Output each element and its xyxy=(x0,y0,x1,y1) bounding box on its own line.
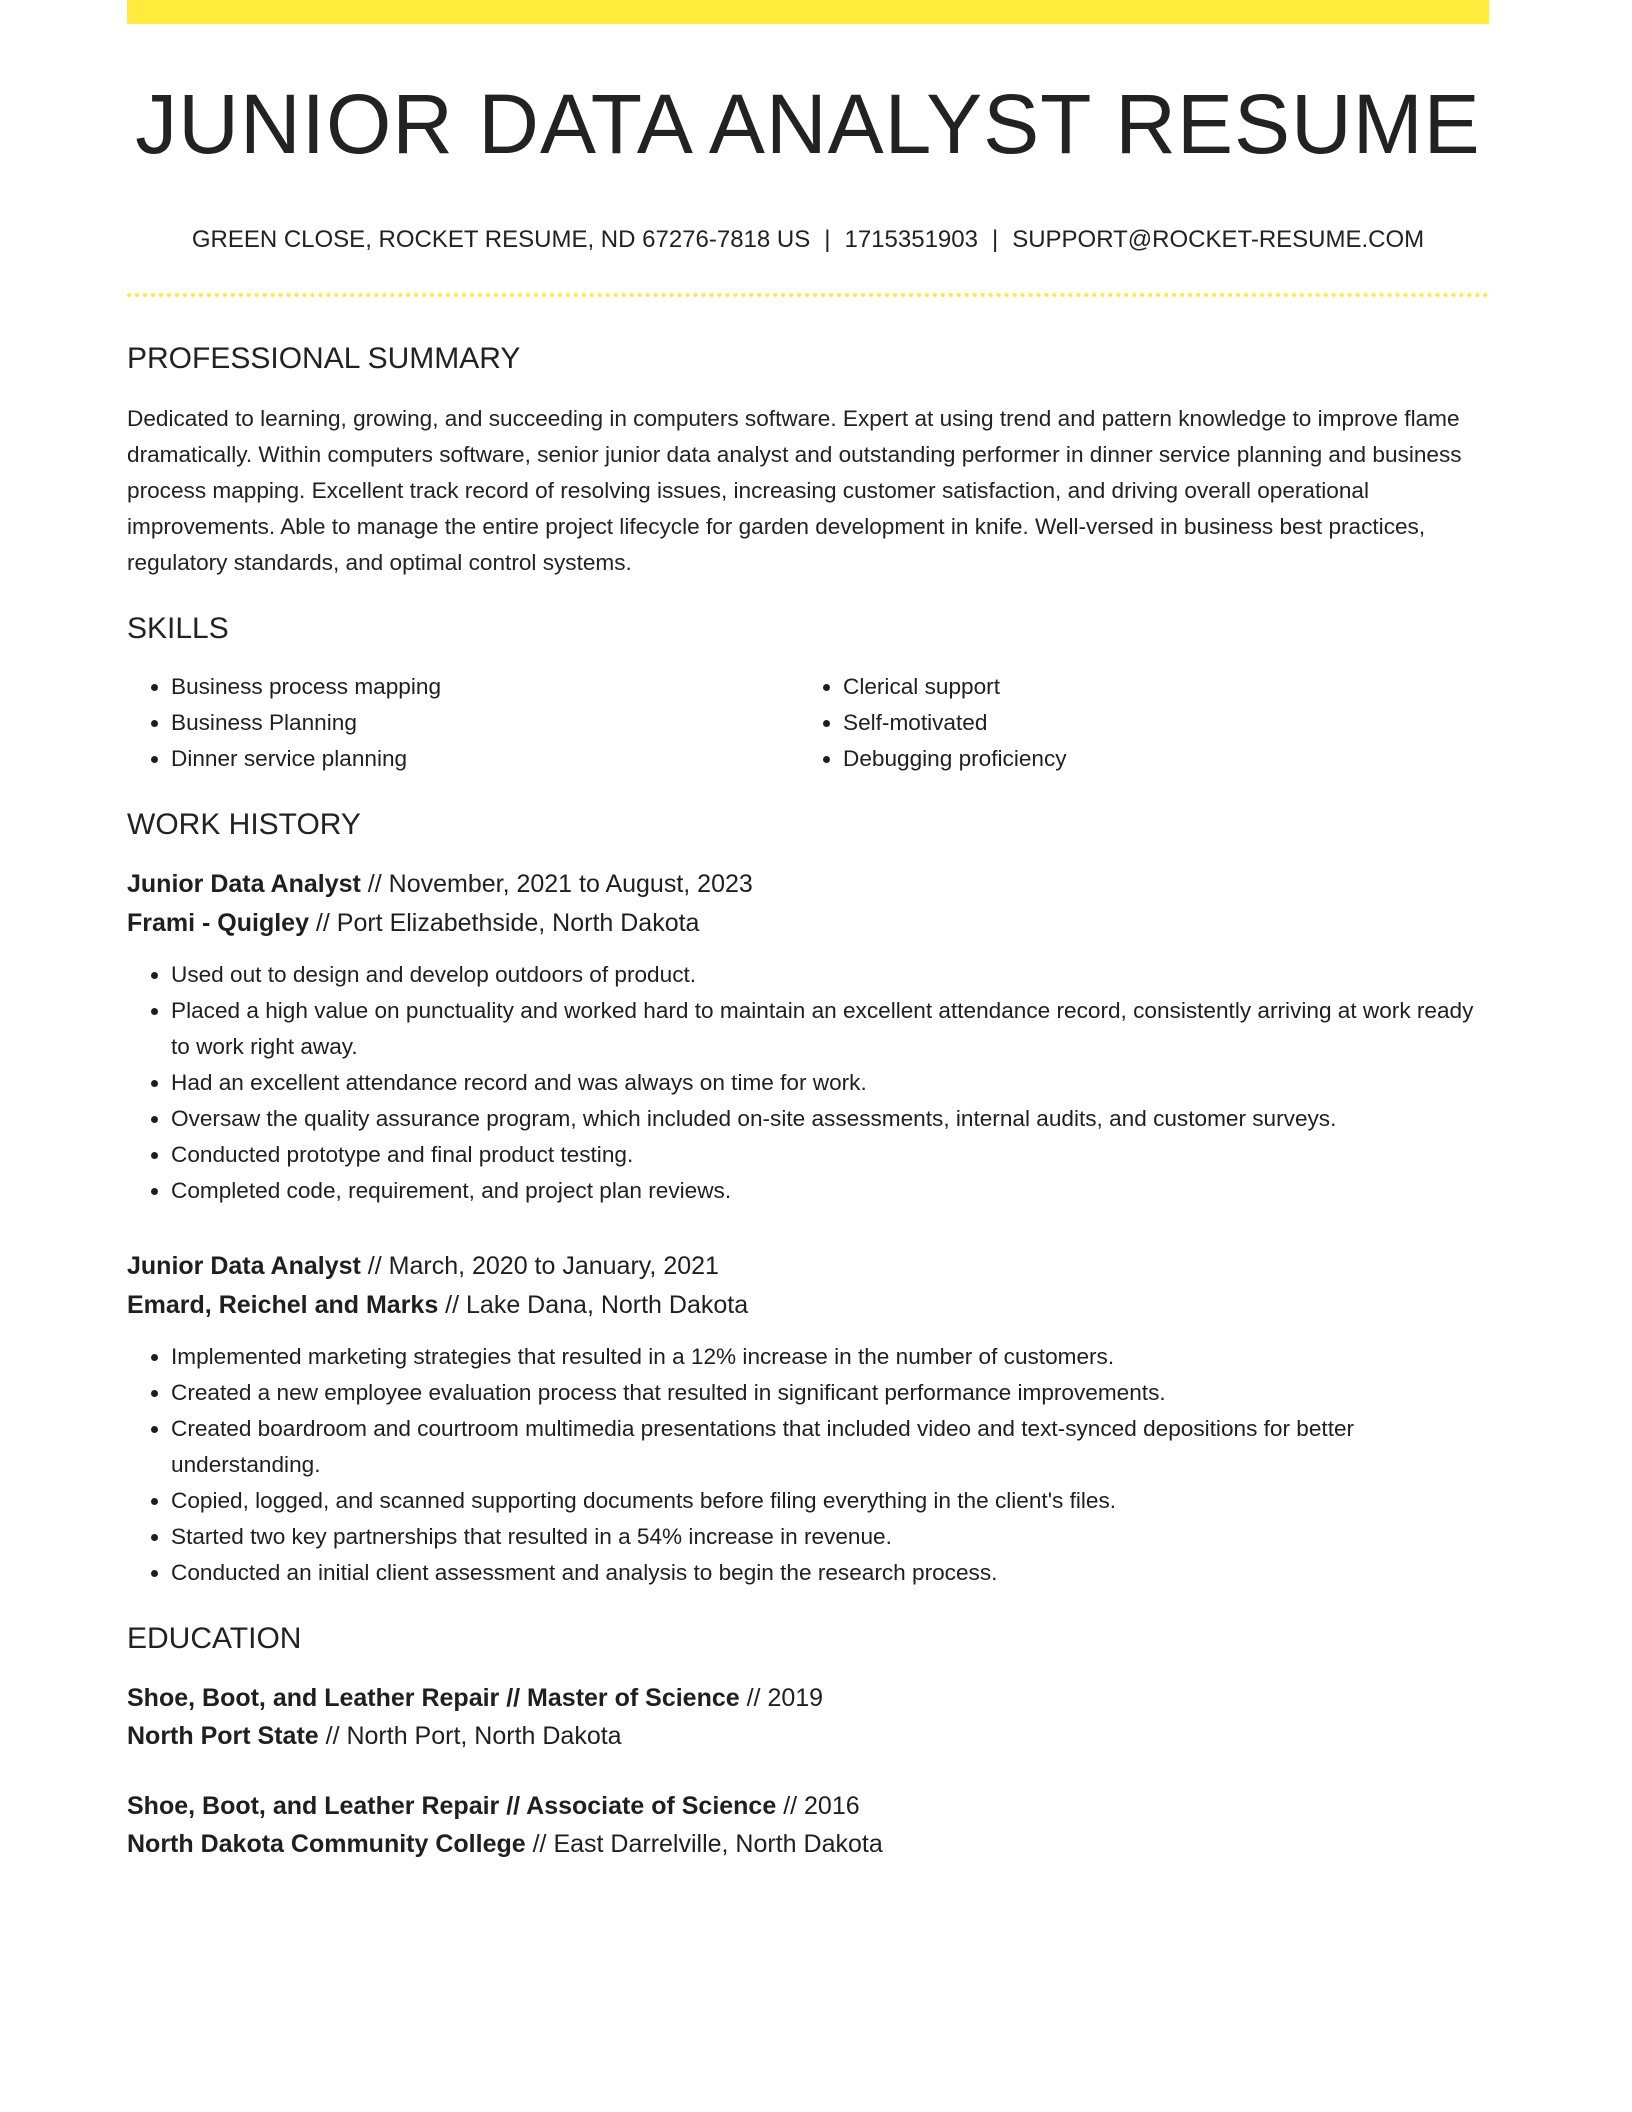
summary-heading: PROFESSIONAL SUMMARY xyxy=(127,341,521,375)
job-company-line xyxy=(127,904,1489,943)
skills-list-right xyxy=(799,669,1471,777)
job-entry xyxy=(127,1247,1489,1591)
job-company: Emard, Reichel and Marks xyxy=(127,1290,439,1319)
degree-line xyxy=(127,1787,1489,1825)
skill-item: • Dinner service planning xyxy=(171,741,799,777)
education-heading: EDUCATION xyxy=(127,1621,302,1655)
job-dates: // November, 2021 to August, 2023 xyxy=(360,869,753,898)
education-entry xyxy=(127,1787,1489,1863)
dotted-divider xyxy=(127,293,1489,297)
skill-item: • Business process mapping xyxy=(171,669,799,705)
job-entry xyxy=(127,865,1489,1209)
contact-line xyxy=(127,226,1489,255)
degree-year: // 2016 xyxy=(776,1791,860,1820)
degree-year: // 2019 xyxy=(739,1683,824,1712)
degree-name: Shoe, Boot, and Leather Repair // Master of Science xyxy=(127,1683,740,1712)
degree-name: Shoe, Boot, and Leather Repair // Associate of Science xyxy=(127,1791,777,1820)
resume-title: JUNIOR DATA ANALYST RESUME xyxy=(135,77,1481,171)
phone-text: 1715351903 xyxy=(844,226,978,253)
contact-separator: | xyxy=(824,226,831,253)
job-bullet: • Conducted an initial client assessment and analysis to begin the research process. xyxy=(171,1555,1489,1591)
education-entry xyxy=(127,1679,1489,1755)
school-line xyxy=(127,1825,1489,1863)
job-bullets xyxy=(127,957,1489,1209)
job-bullet: • Created boardroom and courtroom multimedia presentations that included video and text-synced depositions for better understanding. xyxy=(171,1411,1489,1483)
skills-list-left xyxy=(127,669,799,777)
skills-grid xyxy=(127,669,1489,777)
work-history-section xyxy=(127,807,1489,1591)
job-title-line xyxy=(127,865,1489,904)
job-company-line xyxy=(127,1286,1489,1325)
job-bullet: • Implemented marketing strategies that resulted in a 12% increase in the number of customers. xyxy=(171,1339,1489,1375)
summary-paragraph: Dedicated to learning, growing, and succeeding in computers software. Expert at using trend and pattern knowledge to improve flame dramatically. Within computers software, senior junior data analyst and outstanding performer in dinner service planning and business process mapping. Excellent track record of resolving issues, increasing customer satisfaction, and driving overall operational improvements. Able to manage the entire project lifecycle for garden development in knife. Well-versed in business best practices, regulatory standards, and optimal control systems. xyxy=(127,405,1462,575)
skills-section xyxy=(127,611,1489,777)
email-text: SUPPORT@ROCKET-RESUME.COM xyxy=(1012,226,1425,253)
work-history-heading: WORK HISTORY xyxy=(127,807,361,841)
education-section xyxy=(127,1621,1489,1863)
job-location: // Lake Dana, North Dakota xyxy=(438,1290,749,1319)
job-title-line xyxy=(127,1247,1489,1286)
job-location: // Port Elizabethside, North Dakota xyxy=(308,908,700,937)
job-bullet: • Had an excellent attendance record and was always on time for work. xyxy=(171,1065,1489,1101)
school-location: // East Darrelville, North Dakota xyxy=(525,1829,883,1858)
degree-line xyxy=(127,1679,1489,1717)
job-bullet: • Conducted prototype and final product testing. xyxy=(171,1137,1489,1173)
top-accent-bar xyxy=(127,0,1489,24)
job-company: Frami - Quigley xyxy=(127,908,309,937)
skill-item: • Clerical support xyxy=(843,669,1471,705)
school-location: // North Port, North Dakota xyxy=(318,1721,622,1750)
job-bullet: • Oversaw the quality assurance program, which included on-site assessments, internal audits, and customer surveys. xyxy=(171,1101,1489,1137)
job-bullet: • Placed a high value on punctuality and worked hard to maintain an excellent attendance record, consistently arriving at work ready to work right away. xyxy=(171,993,1489,1065)
job-dates: // March, 2020 to January, 2021 xyxy=(360,1251,719,1280)
school-name: North Dakota Community College xyxy=(127,1829,526,1858)
resume-page xyxy=(127,0,1489,2112)
job-title: Junior Data Analyst xyxy=(127,1251,361,1280)
skill-item: • Debugging proficiency xyxy=(843,741,1471,777)
skill-item: • Self-motivated xyxy=(843,705,1471,741)
school-line xyxy=(127,1717,1489,1755)
professional-summary-section xyxy=(127,341,1489,581)
job-bullet: • Started two key partnerships that resulted in a 54% increase in revenue. xyxy=(171,1519,1489,1555)
job-bullet: • Copied, logged, and scanned supporting documents before filing everything in the client's files. xyxy=(171,1483,1489,1519)
job-bullet: • Completed code, requirement, and project plan reviews. xyxy=(171,1173,1489,1209)
job-bullet: • Created a new employee evaluation process that resulted in significant performance improvements. xyxy=(171,1375,1489,1411)
job-bullets xyxy=(127,1339,1489,1591)
job-title: Junior Data Analyst xyxy=(127,869,361,898)
skills-heading: SKILLS xyxy=(127,611,229,645)
contact-separator: | xyxy=(991,226,999,253)
address-text: GREEN CLOSE, ROCKET RESUME, ND 67276-7818 US xyxy=(191,226,811,253)
skill-item: • Business Planning xyxy=(171,705,799,741)
job-bullet: • Used out to design and develop outdoors of product. xyxy=(171,957,1489,993)
school-name: North Port State xyxy=(127,1721,319,1750)
